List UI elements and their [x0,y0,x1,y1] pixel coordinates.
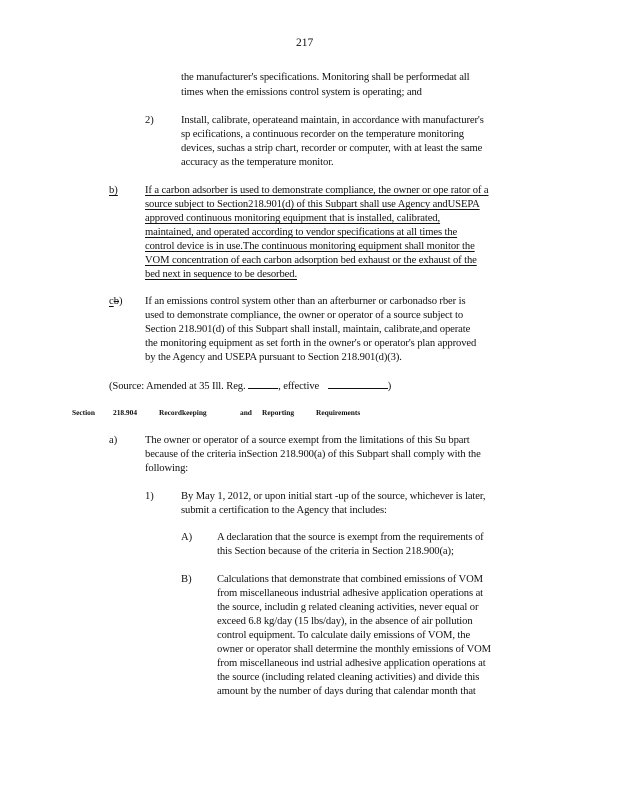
section-title-part: Recordkeeping [159,408,207,417]
text-line: Calculations that demonstrate that combined emissions of VOM [217,574,483,585]
text-line: By May 1, 2012, or upon initial start -up of the source, whichever is later, [181,491,486,502]
item-label-deleted: b [113,296,119,307]
source-note [109,379,391,394]
text-line: from miscellaneous ind ustrial adhesive application operations at [217,658,486,669]
source-middle: , effective [278,381,320,392]
text-line: times when the emissions control system is operating; and [181,87,422,98]
text-line: accuracy as the temperature monitor. [181,157,334,168]
text-line: If a carbon adsorber is used to demonstrate compliance, the owner or ope rator of a [145,185,489,196]
item-label: a) [109,435,118,446]
text-line: used to demonstrate compliance, the owner or operator of a source subject to [145,310,464,321]
item-label [109,295,123,309]
blank-date [328,379,388,389]
text-line: bed next in sequence to be desorbed. [145,269,298,280]
text-line: submit a certification to the Agency that includes: [181,505,387,516]
text-line: Install, calibrate, operateand maintain, in accordance with manufacturer's [181,115,484,126]
text-line: Section 218.901(d) of this Subpart shall install, maintain, calibrate,and operate [145,324,471,335]
text-line: amount by the number of days during that calendar month that [217,686,476,697]
text-line: source subject to Section218.901(d) of this Subpart shall use Agency andUSEPA [145,199,480,210]
item-label-inserted: c [109,296,114,307]
text-line: devices, suchas a strip chart, recorder or computer, with at least the same [181,143,483,154]
text-line: maintained, and operated according to vendor specifications at all times the [145,227,458,238]
item-label: b) [109,185,118,196]
page-number: 217 [296,37,314,49]
item-label: A) [181,532,193,543]
text-line: the source, includin g related cleaning activities, never equal or [217,602,479,613]
text-line: exceed 6.8 kg/day (15 lbs/day), in the absence of air pollution [217,616,473,627]
text-line: The owner or operator of a source exempt from the limitations of this Su bpart [145,435,470,446]
text-line: approved continuous monitoring equipment that is installed, calibrated, [145,213,441,224]
text-line: this Section because of the criteria in Section 218.900(a); [217,546,454,557]
text-line: by the Agency and USEPA pursuant to Section 218.901(d)(3). [145,352,402,363]
text-line: the source (including related cleaning activities) and divide this [217,672,480,683]
blank-reg [248,379,278,389]
text-line: VOM concentration of each carbon adsorption bed exhaust or the exhaust of the [145,255,477,266]
section-title-part: Requirements [316,408,361,417]
text-line: If an emissions control system other than an afterburner or carbonadso rber is [145,296,466,307]
item-label: 2) [145,115,154,126]
text-line: following: [145,463,189,474]
section-title-part: Reporting [262,408,295,417]
section-word: Section [72,408,95,417]
section-number: 218.904 [113,408,138,417]
text-line: owner or operator shall determine the monthly emissions of VOM [217,644,491,655]
item-label: B) [181,574,192,585]
text-line: control equipment. To calculate daily emissions of VOM, the [217,630,471,641]
source-suffix: ) [387,381,392,392]
source-prefix: (Source: Amended at 35 Ill. Reg. [109,381,246,392]
text-line: because of the criteria inSection 218.900(a) of this Subpart shall comply with the [145,449,481,460]
item-label-paren: ) [119,296,123,307]
item-label: 1) [145,491,154,502]
text-line: control device is in use.The continuous monitoring equipment shall monitor the [145,241,475,252]
text-line: the monitoring equipment as set forth in the owner's or operator's plan approved [145,338,477,349]
text-line: the manufacturer's specifications. Monitoring shall be performedat all [181,72,470,83]
text-line: sp ecifications, a continuous recorder on the temperature monitoring [181,129,464,140]
text-line: from miscellaneous industrial adhesive application operations at [217,588,484,599]
text-line: A declaration that the source is exempt from the requirements of [217,532,484,543]
section-title-part: and [240,408,252,417]
